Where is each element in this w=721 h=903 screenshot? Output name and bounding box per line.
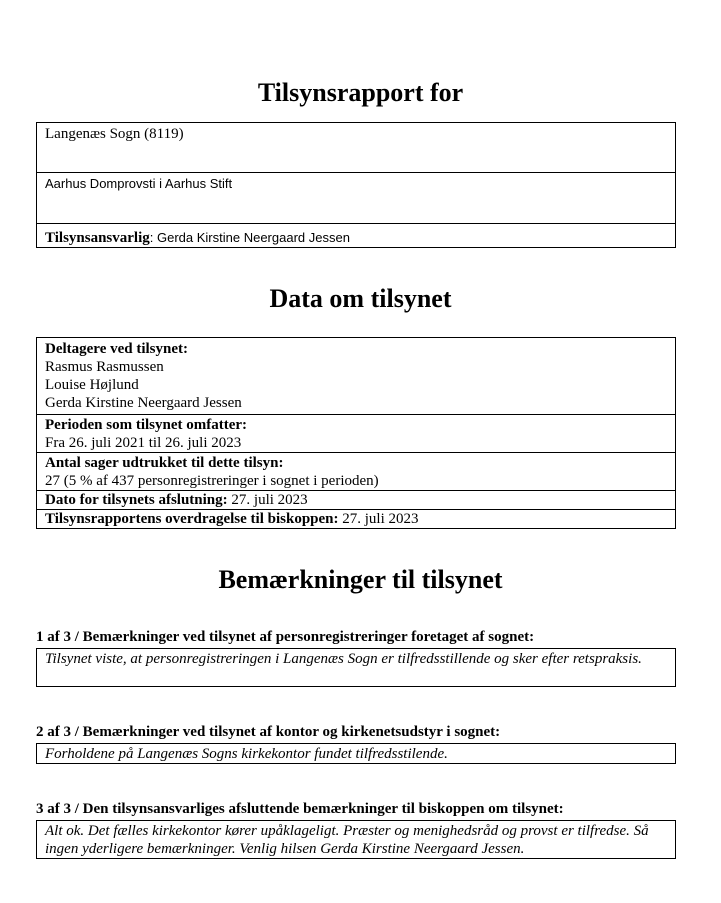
deanery-name: Aarhus Domprovsti i Aarhus Stift [45,176,233,191]
completion-label: Dato for tilsynets afslutning: [45,492,228,508]
participant: Gerda Kirstine Neergaard Jessen [45,395,242,411]
deanery-cell [37,173,675,224]
remark-heading-2: 2 af 3 / Bemærkninger ved tilsynet af kontor og kirkenetsudstyr i sognet: [36,724,501,740]
remark-box-2 [36,743,676,764]
period-cell [37,415,675,453]
remark-text-3: Alt ok. Det fælles kirkekontor kører upåklageligt. Præster og menighedsråd og provst er tilfredse. Så ingen yderligere bemærkninger. Venlig hilsen Gerda Kirstine Neergaard Jessen. [45,823,649,857]
responsible-label: Tilsynsansvarlig [45,230,150,246]
remark-text-2: Forholdene på Langenæs Sogns kirkekontor fundet tilfredsstilende. [45,746,448,762]
completion-value: 27. juli 2023 [231,492,308,508]
remark-heading-3: 3 af 3 / Den tilsynsansvarliges afsluttende bemærkninger til biskoppen om tilsynet: [36,801,564,817]
remark-text-1: Tilsynet viste, at personregistreringen i Langenæs Sogn er tilfredsstillende og sker efter retspraksis. [45,651,642,667]
responsible-name: Gerda Kirstine Neergaard Jessen [157,230,350,245]
cases-label: Antal sager udtrukket til dette tilsyn: [45,455,284,471]
remark-box-1 [36,648,676,687]
period-label: Perioden som tilsynet omfatter: [45,417,248,433]
cases-cell [37,453,675,491]
cases-value: 27 (5 % af 437 personregistreringer i sognet i perioden) [45,473,379,489]
completion-cell [37,491,675,510]
remark-heading-1: 1 af 3 / Bemærkninger ved tilsynet af personregistreringer foretaget af sognet: [36,629,535,645]
parish-name: Langenæs Sogn (8119) [45,126,184,142]
handover-value: 27. juli 2023 [342,511,419,527]
responsible-cell: Tilsynsansvarlig: Gerda Kirstine Neergaard Jessen [45,230,350,246]
parish-cell [37,123,675,173]
handover-label: Tilsynsrapportens overdragelse til biskoppen: [45,511,339,527]
period-value: Fra 26. juli 2021 til 26. juli 2023 [45,435,242,451]
handover-cell [37,510,675,528]
report-title: Tilsynsrapport for [257,78,464,107]
remarks-section-title: Bemærkninger til tilsynet [218,565,503,594]
data-box [36,337,676,529]
data-section-title: Data om tilsynet [269,284,452,313]
header-box [36,122,676,248]
participants-cell [37,338,675,415]
participant: Louise Højlund [45,377,139,393]
participant: Rasmus Rasmussen [45,359,164,375]
participants-label: Deltagere ved tilsynet: [45,341,189,357]
remark-box-3 [36,820,676,859]
